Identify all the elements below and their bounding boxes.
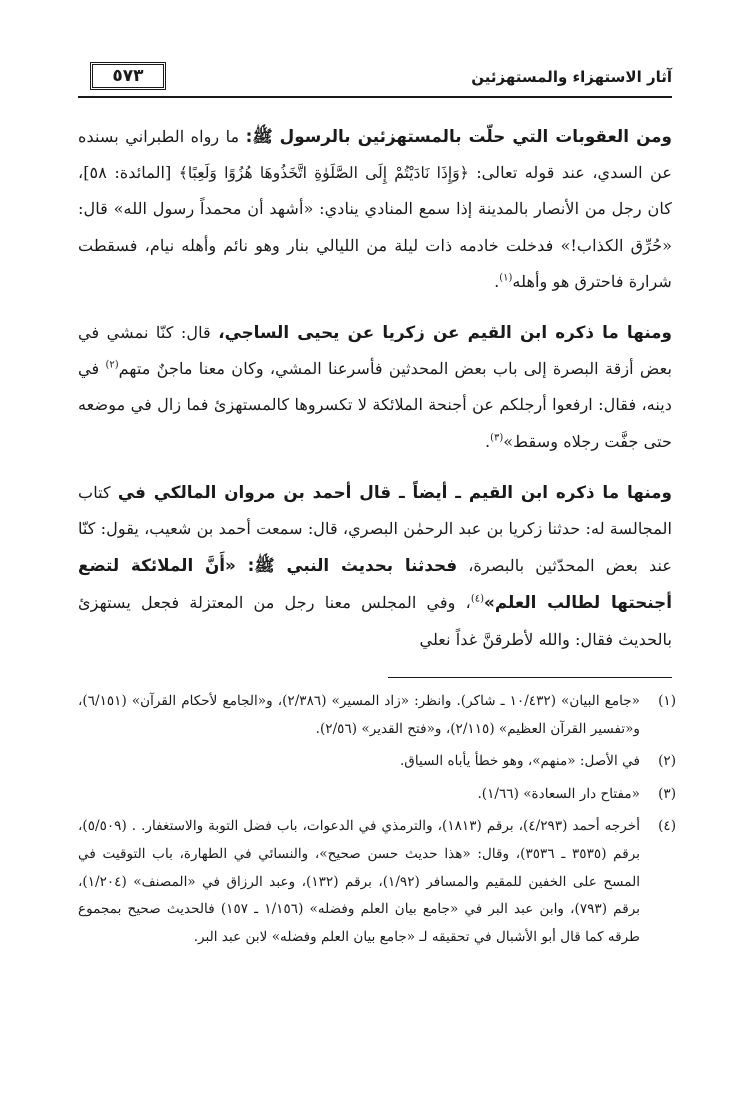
footnote-item (78, 688, 676, 743)
footnote-ref-3[interactable]: (٣) (490, 432, 504, 444)
paragraph-2-heading: ومنها ما ذكره ابن القيم عن زكريا عن يحيى الساجي، (218, 322, 672, 343)
paragraph-3 (78, 474, 672, 658)
main-text (78, 118, 672, 658)
paragraph-1-text-b: [المائدة: ٥٨]، كان رجل من الأنصار بالمدينة إذا سمع المنادي ينادي: «أشهد أن محمداً رسول الله» قال: «حُرِّق الكذاب!» فدخلت خادمه ذات ليلة من الليالي بنار وهو نائم وأهله نيام، فسقطت شرارة فاحترق هو وأهله (78, 163, 672, 291)
footnote-text: «جامع البيان» (١٠/٤٣٢ ـ شاكر). وانظر: «زاد المسير» (٢/٣٨٦)، و«الجامع لأحكام القرآن» (٦/١٥١)، و«تفسير القرآن العظيم» (٢/١١٥)، و«فتح القدير» (٢/٥٦). (78, 693, 641, 737)
footnote-item (78, 813, 676, 951)
footnote-ref-2[interactable]: (٢) (105, 359, 119, 371)
paragraph-1-end: . (494, 271, 500, 291)
paragraph-2-text-b: في دينه، فقال: ارفعوا أرجلكم عن أجنحة الملائكة لا تكسروها كالمستهزئ فما زال في موضعه حتى جفَّت رجلاه وسقط» (78, 359, 672, 451)
footnote-text: في الأصل: «منهم»، وهو خطأ يأباه السياق. (399, 753, 640, 770)
paragraph-2-text-a: قال: كنّا نمشي في بعض أزقة البصرة إلى باب بعض المحدثين فأسرعنا المشي، وكان معنا ماجنٌ متهم (78, 323, 672, 379)
paragraph-2 (78, 314, 672, 460)
footnote-item (78, 748, 676, 776)
paragraph-3-text-b: ، وفي المجلس معنا رجل من المعتزلة فجعل يستهزئ بالحديث فقال: والله لأطرقنَّ غداً نعلي (78, 593, 672, 649)
footnote-separator (388, 677, 672, 678)
paragraph-1 (78, 118, 672, 300)
footnote-text: أخرجه أحمد (٤/٢٩٣)، برقم (١٨١٣)، والترمذي في الدعوات، باب فضل التوبة والاستغفار. . (٥/٥٠٩)، برقم (٣٥٣٥ ـ ٣٥٣٦)، وقال: «هذا حديث حسن صحيح»، والنسائي في الطهارة، باب التوقيت في المسح على الخفين للمقيم والمسافر (١/٩٢)، برقم (١٣٢)، وعبد الرزاق في «المصنف» (١/٢٠٤)، برقم (٧٩٣)، وابن عبد البر في «جامع بيان العلم وفضله» (١/١٥٦ ـ ١٥٧) فالحديث صحيح بمجموع طرقه كما قال أبو الأشبال في تحقيقه لـ «جامع بيان العلم وفضله» لابن عبد البر. (78, 818, 641, 945)
paragraph-3-text-a: كتاب المجالسة له: حدثنا زكريا بن عبد الرحمٰن البصري، قال: سمعت أحمد بن شعيب، يقول: كنّا عند بعض المحدّثين بالبصرة، (77, 482, 673, 576)
footnote-ref-4[interactable]: (٤) (470, 594, 484, 606)
header-rule (78, 96, 672, 98)
footnote-number: (٤) (658, 818, 676, 835)
quran-verse: ﴿وَإِذَا نَادَيْتُمْ إِلَى الصَّلَوٰةِ اتَّخَذُوهَا هُزُوًا وَلَعِبًا﴾ (178, 164, 469, 183)
paragraph-1-text-a: ما رواه الطبراني بسنده عن السدي، عند قوله تعالى: (78, 127, 672, 183)
paragraph-2-end: . (484, 431, 491, 451)
paragraph-1-heading: ومن العقوبات التي حلّت بالمستهزئين بالرسول ﷺ: (245, 126, 672, 146)
footnote-number: (٣) (658, 785, 676, 802)
paragraph-3-hadith: فحدثنا بحديث النبي ﷺ: «أَنَّ الملائكة لتضع أجنحتها لطالب العلم» (78, 555, 672, 613)
page-number: ٥٧٣ (90, 62, 166, 90)
footnote-ref-1[interactable]: (١) (499, 272, 513, 284)
footnote-item (78, 781, 676, 809)
running-title: آثار الاستهزاء والمستهزئين (471, 68, 672, 86)
footnote-text: «مفتاح دار السعادة» (١/٦٦). (477, 785, 640, 802)
footnote-number: (١) (658, 693, 676, 709)
footnotes (78, 688, 676, 956)
footnote-number: (٢) (658, 753, 676, 770)
paragraph-3-heading: ومنها ما ذكره ابن القيم ـ أيضاً ـ قال أحمد بن مروان المالكي في (117, 481, 672, 502)
page-header (78, 66, 672, 98)
